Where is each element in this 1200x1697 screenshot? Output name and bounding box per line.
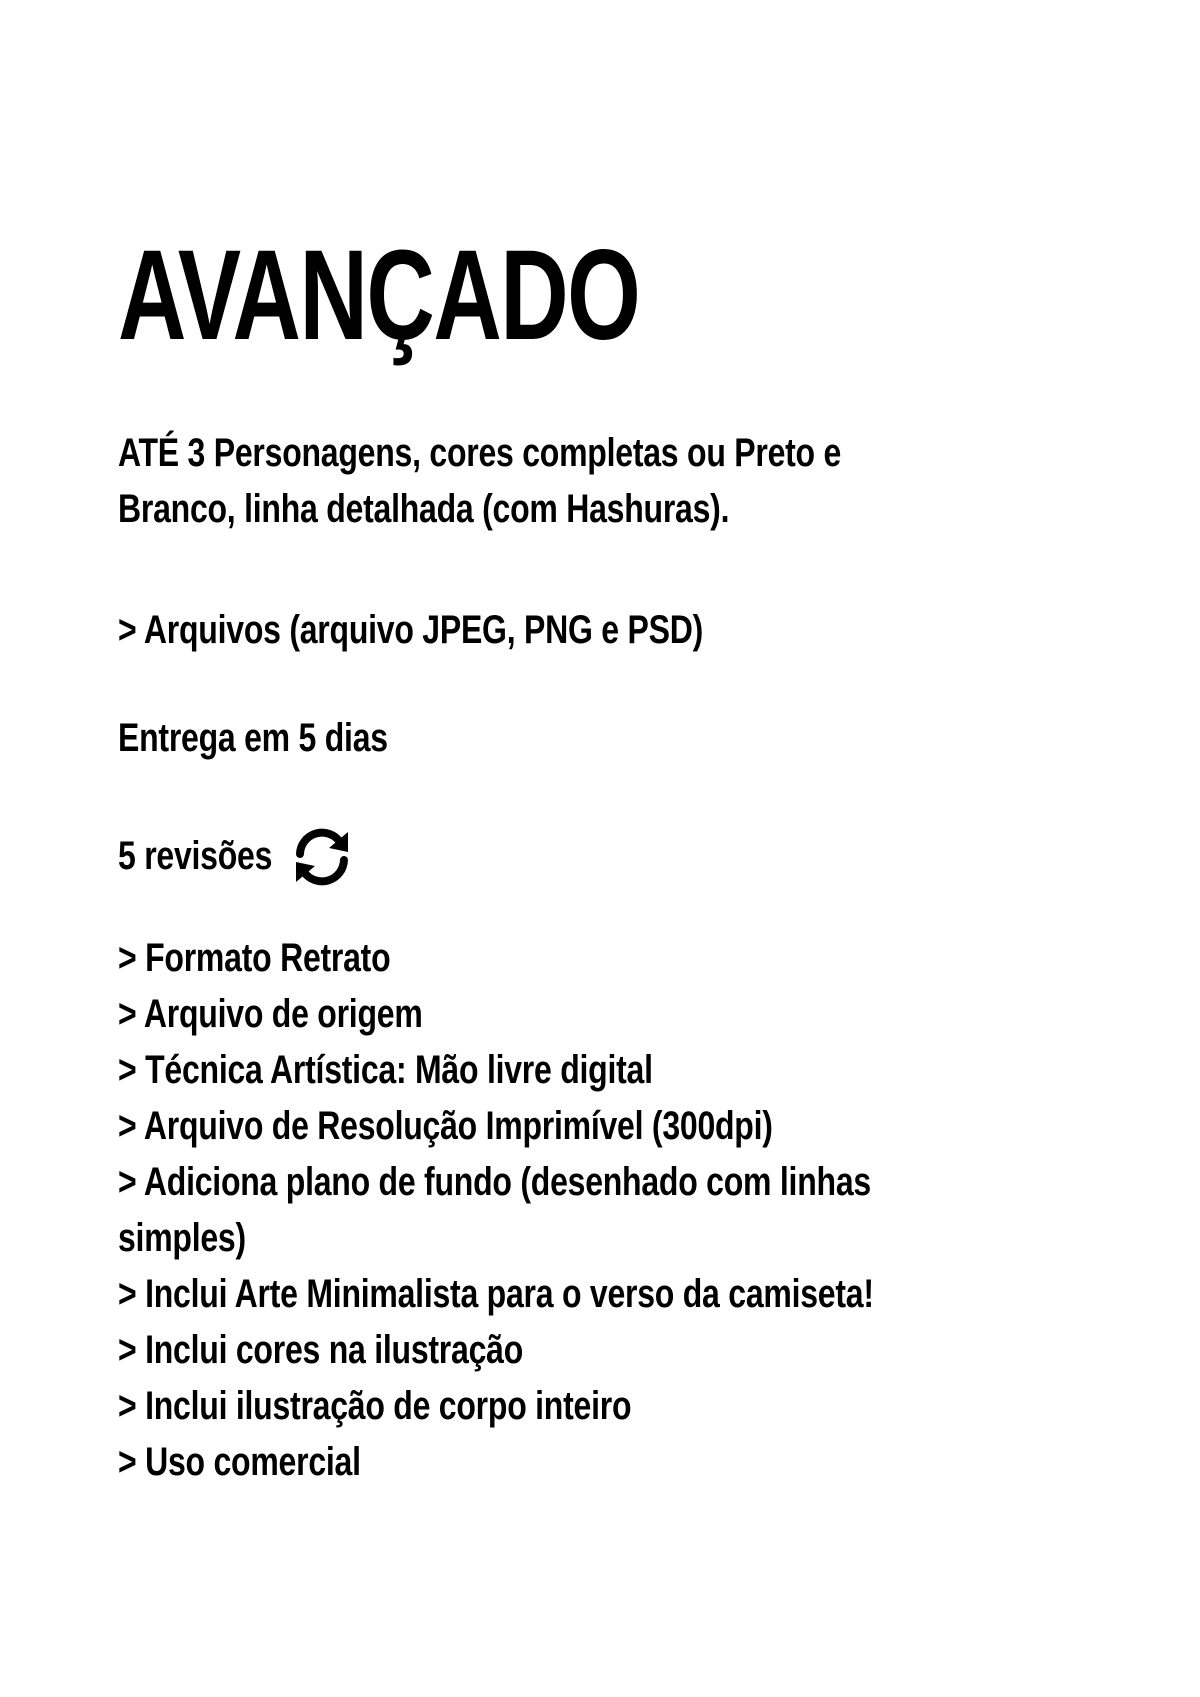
list-item: > Inclui ilustração de corpo inteiro: [118, 1384, 632, 1428]
package-description: [118, 425, 841, 537]
list-item: > Uso comercial: [118, 1440, 361, 1484]
description-line-2: Branco, linha detalhada (com Hashuras).: [118, 487, 730, 531]
list-item: > Arquivo de Resolução Imprimível (300dpi): [118, 1104, 773, 1148]
list-item: simples): [118, 1216, 246, 1260]
page-title: AVANÇADO: [118, 224, 640, 367]
revisions-label: 5 revisões: [118, 834, 273, 878]
list-item: > Formato Retrato: [118, 936, 391, 980]
pricing-page: [118, 0, 1118, 1697]
list-item: > Inclui cores na ilustração: [118, 1328, 523, 1372]
revisions-info: [118, 820, 351, 892]
files-info: > Arquivos (arquivo JPEG, PNG e PSD): [118, 608, 703, 652]
refresh-icon: [286, 820, 358, 892]
list-item: > Arquivo de origem: [118, 992, 423, 1036]
list-item: > Técnica Artística: Mão livre digital: [118, 1048, 653, 1092]
list-item: > Inclui Arte Minimalista para o verso da camiseta!: [118, 1272, 874, 1316]
delivery-time: Entrega em 5 dias: [118, 716, 388, 760]
list-item: > Adiciona plano de fundo (desenhado com linhas: [118, 1160, 871, 1204]
feature-list: [118, 930, 874, 1490]
description-line-1: ATÉ 3 Personagens, cores completas ou Preto e: [118, 431, 842, 475]
